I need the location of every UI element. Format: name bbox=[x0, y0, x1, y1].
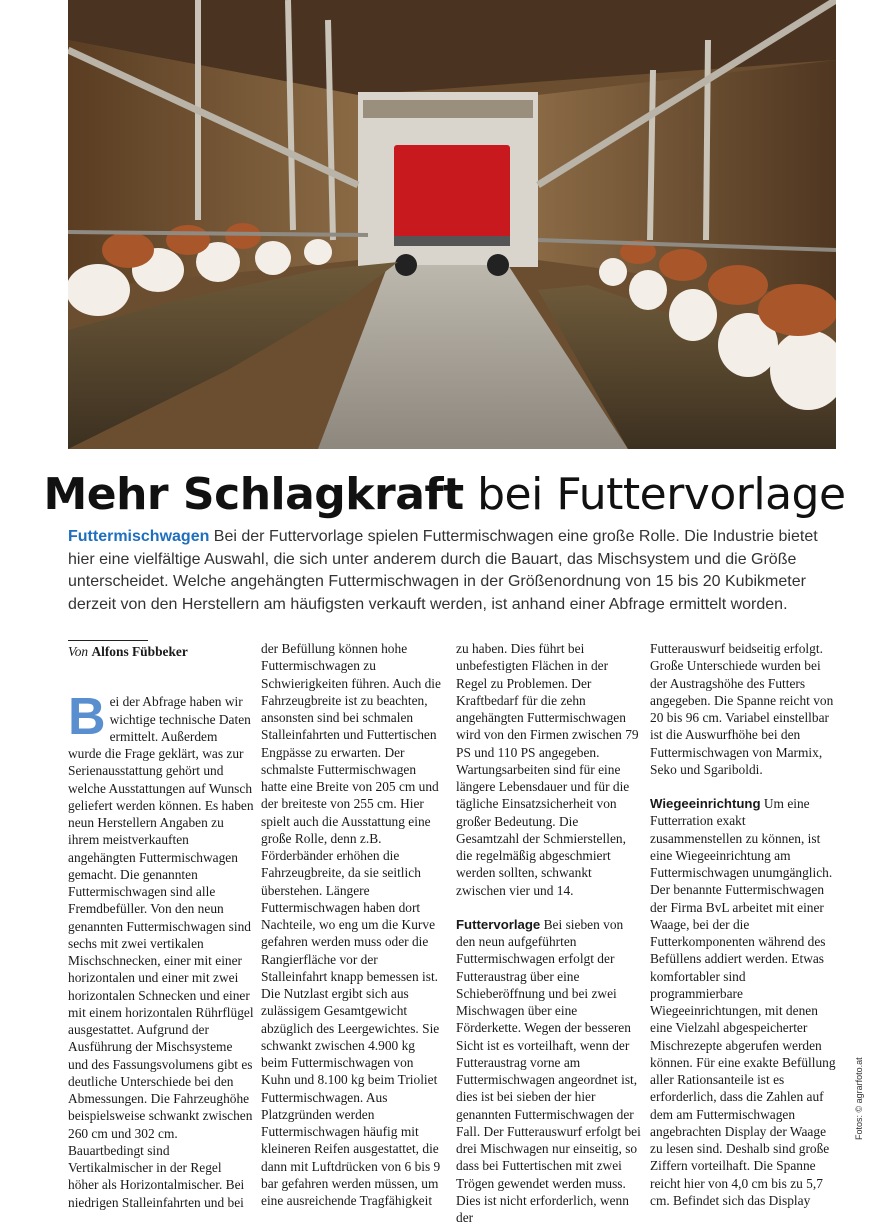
column-3-body-1: zu haben. Dies führt bei unbefestigten Flächen in der Regel zu Problemen. Der Kraftbedarf für die zehn angehängten Futtermischwagen wird von den Firmen zwischen 79 PS und 110 PS angegeben. Wartungsarbeiten sind für eine längere Lebensdauer und für die tägliche Einsatzsicherheit von großer Bedeutung. Die Gesamtzahl der Schmierstellen, die regelmäßig abgeschmiert werden sollten, schwankt zwischen vier und 14. bbox=[456, 641, 639, 898]
column-2-body: der Befüllung können hohe Futtermischwagen zu Schwierigkeiten führen. Auch die Fahrzeugbreite ist zu beachten, ansonsten sind bei schmalen Stalleinfahrten und Futtertischen Engpässe zu erwarten. Der schmalste Futtermischwagen hatte eine Breite von 205 cm und der breiteste von 255 cm. Hier spielt auch die Ausstattung eine große Rolle, denn z.B. Förderbänder erhöhen die Fahrzeugbreite, da sie seitlich überstehen. Längere Futtermischwagen haben dort Nachteile, wo eng um die Kurve gefahren werden muss oder die Rangierfläche vor der Stalleinfahrt knapp bemessen ist. Die Nutzlast ergibt sich aus zulässigem Gesamtgewicht abzüglich des Leergewichtes. Sie schwankt zwischen 4.900 kg beim Futtermischwagen von Kuhn und 8.100 kg beim Trioliet Futtermischwagen. Aus Platzgründen werden Futtermischwagen häufig mit kleineren Reifen ausgestattet, die dann mit Luftdrücken von 6 bis 9 bar gefahren werden müssen, um eine ausreichende Tragfähigkeit bbox=[261, 641, 441, 1208]
column-1-text bbox=[68, 688, 254, 1211]
barn-photo bbox=[68, 0, 836, 449]
title-bold: Mehr Schlagkraft bbox=[43, 469, 464, 520]
page-title bbox=[0, 466, 889, 524]
lead-paragraph bbox=[68, 526, 843, 616]
column-4-body-2: Um eine Futterration exakt zusammenstellen zu können, ist eine Wiegeeinrichtung am Futtermischwagen unumgänglich. Der benannte Futtermischwagen der Firma BvL arbeitet mit einer Waage, bei der die Futterkomponenten während des Befüllens addiert werden. Etwas komfortabler sind programmierbare Wiegeeinrichtungen, mit denen eine Vielzahl abgespeicherter Mischrezepte abgerufen werden können. Für eine exakte Befüllung aller Rationsanteile ist es erforderlich, dass die Zahlen auf dem am Futtermischwagen angebrachten Display der Waage zu lesen sind. Deshalb sind große Ziffern vorteilhaft. Die Spanne reicht hier von 4,0 cm bis zu 5,7 cm. Befindet sich das Display bbox=[650, 796, 836, 1208]
article-column-4 bbox=[650, 640, 836, 1209]
byline-author: Alfons Fübbeker bbox=[91, 644, 188, 659]
column-3-section bbox=[456, 916, 642, 1226]
article-column-1 bbox=[68, 640, 254, 1211]
photo-credit: Fotos: © agrarfoto.at bbox=[854, 1057, 864, 1140]
dropcap: B bbox=[68, 688, 106, 747]
column-4-section bbox=[650, 795, 836, 1209]
column-1-body: ei der Abfrage haben wir wichtige technische Daten ermittelt. Außerdem wurde die Frage geklärt, was zur Serienausstattung gehört und welche Ausstattungen auf Wunsch geliefert werden können. Es haben neun Herstellern Angaben zu ihrem meistverkauften angehängten Futtermischwagen gemacht. Die genannten Futtermischwagen sind alle Fremdbefüller. Von den neun genannten Futtermischwagen sind sechs mit zwei vertikalen Mischschnecken, einer mit einer horizontalen und einer mit zwei horizontalen Schnecken und einer mit einem horizontalen Rührflügel ausgestattet. Aufgrund der Ausführung der Mischsysteme und des Fassungsvolumens gibt es deutliche Unterschiede bei den Abmessungen. Die Fahrzeughöhe beispielsweise schwankt zwischen 260 cm und 302 cm. Bauartbedingt sind Vertikalmischer in der Regel höher als Horizontalmischer. Bei niedrigen Stalleinfahrten und bei bbox=[68, 694, 254, 1210]
subhead-futtervorlage: Futtervorlage bbox=[456, 916, 541, 932]
lead-text: Bei der Futtervorlage spielen Futtermischwagen eine große Rolle. Die Industrie bietet hier eine vielfältige Auswahl, die sich unter anderem durch die Bauart, das Mischsystem und die Größe unterscheidet. Welche angehängten Futtermischwagen in der Größenordnung von 15 bis 20 Kubikmeter derzeit von den Herstellern am häufigsten verkauft werden, ist anhand einer Abfrage ermittelt worden. bbox=[68, 528, 818, 613]
byline bbox=[68, 643, 254, 660]
article-column-3 bbox=[456, 640, 642, 1226]
lead-kicker: Futtermischwagen bbox=[68, 528, 210, 545]
article-column-2 bbox=[261, 640, 444, 1209]
byline-von: Von bbox=[68, 644, 89, 659]
byline-rule bbox=[68, 640, 148, 641]
column-4-body-1: Futterauswurf beidseitig erfolgt. Große Unterschiede wurden bei der Austragshöhe des Futters angegeben. Die Spanne reicht von 20 bis 96 cm. Variabel einstellbar ist die Auswurfhöhe bei den Futtermischwagen von Marmix, Seko und Sgariboldi. bbox=[650, 641, 834, 777]
subhead-wiegeeinrichtung: Wiegeeinrichtung bbox=[650, 796, 761, 811]
column-3-body-2: Bei sieben von den neun aufgeführten Futtermischwagen erfolgt der Futteraustrag über eine Schieberöffnung und bei zwei Mischwagen über eine Förderkette. Wegen der besseren Sicht ist es vorteilhaft, wenn der Futteraustrag vorne am Futtermischwagen angeordnet ist, dies ist bei sieben der hier genannten Futtermischwagen der Fall. Der Futterauswurf erfolgt bei drei Mischwagen nur einseitig, so dass bei Futtertischen mit zwei Trögen gewendet werden muss. Dies ist nicht erforderlich, wenn der bbox=[456, 916, 641, 1225]
title-light: bei Futtervorlage bbox=[477, 469, 846, 520]
